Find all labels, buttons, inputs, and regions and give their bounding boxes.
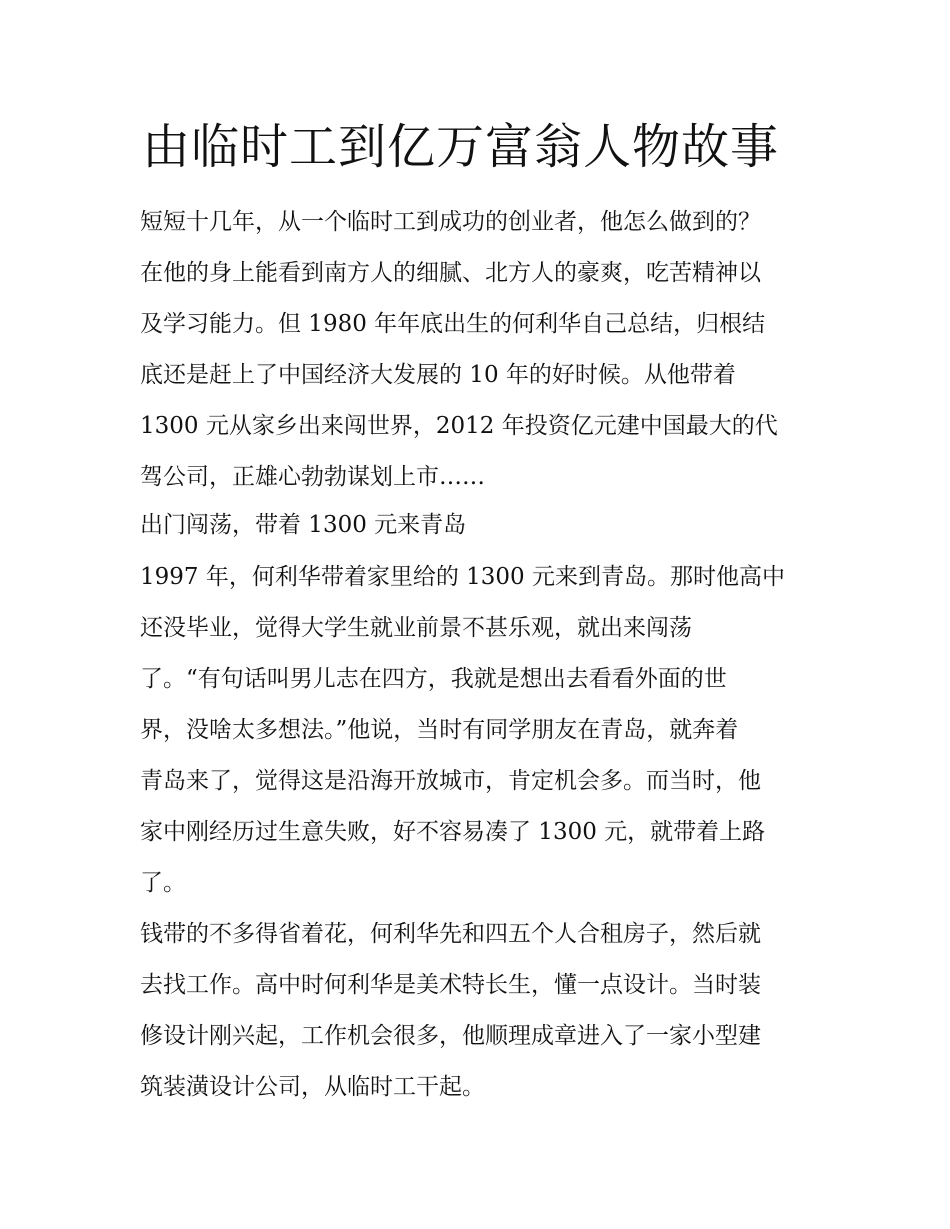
text-line: 了。 xyxy=(140,870,186,896)
text-line: 1997 年，何利华带着家里给的 1300 元来到青岛。那时他高中 xyxy=(140,564,785,590)
text-line: 去找工作。高中时何利华是美术特长生，懂一点设计。当时装 xyxy=(140,972,761,998)
text-line: 家中刚经历过生意失败，好不容易凑了 1300 元，就带着上路 xyxy=(140,819,766,845)
section-heading: 出门闯荡，带着 1300 元来青岛 xyxy=(140,512,467,538)
text-line: 及学习能力。但 1980 年年底出生的何利华自己总结，归根结 xyxy=(140,311,766,337)
text-line: 界，没啥太多想法。”他说，当时有同学朋友在青岛，就奔着 xyxy=(140,717,739,743)
text-line: 钱带的不多得省着花，何利华先和四五个人合租房子，然后就 xyxy=(140,921,761,947)
text-line: 筑装潢设计公司，从临时工干起。 xyxy=(140,1074,485,1100)
text-line: 驾公司，正雄心勃勃谋划上市…… xyxy=(140,464,485,490)
text-line: 了。“有句话叫男儿志在四方，我就是想出去看看外面的世 xyxy=(140,666,727,692)
text-line: 1300 元从家乡出来闯世界，2012 年投资亿元建中国最大的代 xyxy=(140,413,778,439)
text-line: 还没毕业，觉得大学生就业前景不甚乐观，就出来闯荡 xyxy=(140,615,692,641)
text-line: 短短十几年，从一个临时工到成功的创业者，他怎么做到的？ xyxy=(140,209,761,235)
text-line: 青岛来了，觉得这是沿海开放城市，肯定机会多。而当时，他 xyxy=(140,768,761,794)
text-line: 底还是赶上了中国经济大发展的 10 年的好时候。从他带着 xyxy=(140,362,736,388)
article-title: 由临时工到亿万富翁人物故事 xyxy=(142,119,780,175)
text-line: 在他的身上能看到南方人的细腻、北方人的豪爽，吃苦精神以 xyxy=(140,260,761,286)
text-line: 修设计刚兴起，工作机会很多，他顺理成章进入了一家小型建 xyxy=(140,1023,761,1049)
